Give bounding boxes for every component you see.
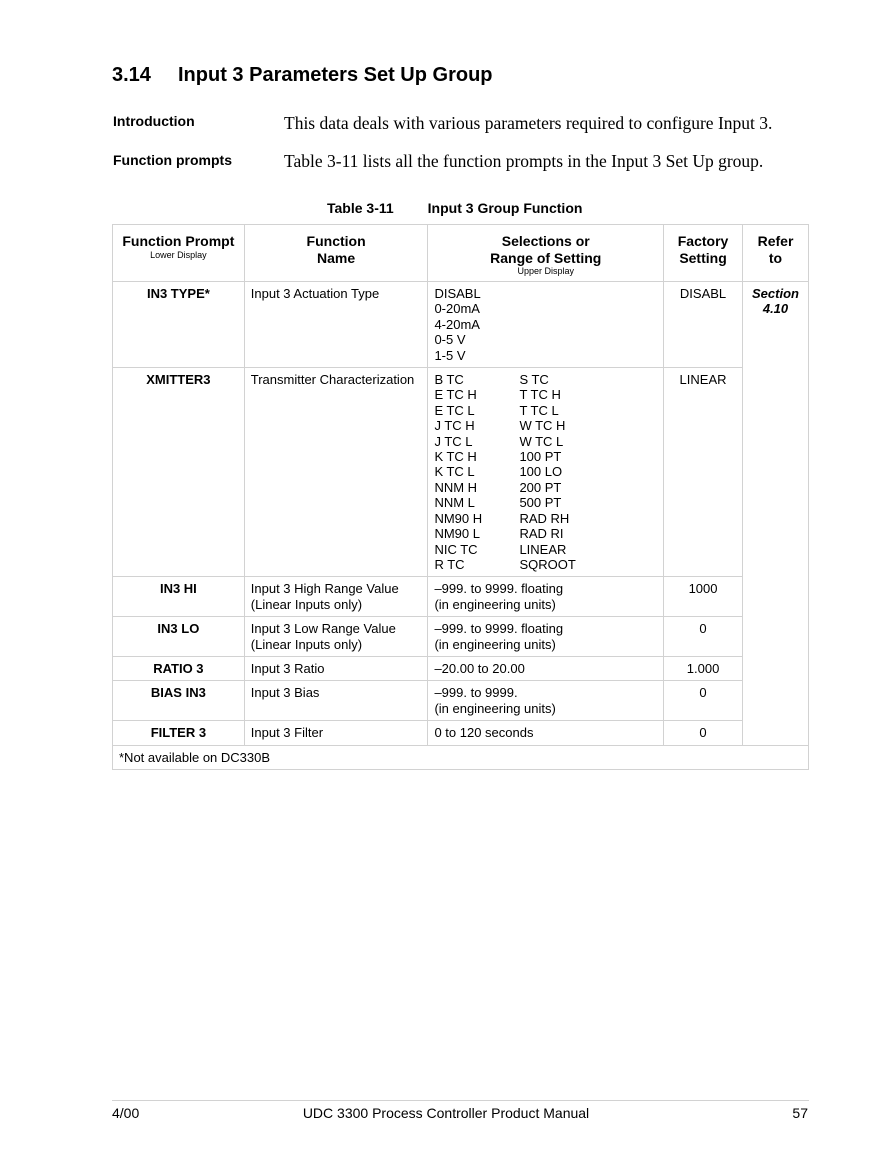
name-cell [244,577,428,617]
section-number: 3.14 [112,64,151,86]
function-prompts-label: Function prompts [113,152,232,168]
selection-item: (in engineering units) [434,596,556,612]
table-footnote-row [113,745,809,769]
factory-cell: 1.000 [664,656,743,680]
selections-cell [428,681,664,721]
table-row [113,617,809,657]
refer-number: 4.10 [762,301,789,317]
header-name-line2: Name [317,249,356,266]
function-prompts-text: Table 3-11 lists all the function prompts in the Input 3 Set Up group. [284,151,764,171]
prompt-cell: RATIO 3 [113,656,245,680]
header-factory-line1: Factory [677,233,729,249]
header-prompt-label: Function Prompt [122,233,235,249]
table-caption [327,200,582,216]
name-cell [244,721,428,745]
selections-column-2 [519,372,575,572]
header-sel-line1: Selections or [501,233,590,249]
name-line: Input 3 Low Range Value [250,621,396,637]
footer-page-number: 57 [792,1105,808,1121]
selections-cell [428,721,664,745]
selection-item: NM90 L [434,526,480,542]
name-line: Input 3 Ratio [250,660,325,676]
table-row [113,368,809,577]
name-line: Input 3 Actuation Type [250,286,380,301]
selection-item: (in engineering units) [434,700,556,716]
selection-item: NNM H [434,479,478,495]
prompt-cell: BIAS IN3 [113,681,245,721]
name-line: Input 3 Filter [250,725,324,741]
selection-item: 100 PT [519,449,562,465]
selection-item: –999. to 9999. floating [434,581,564,597]
selection-item: LINEAR [519,541,567,557]
selection-item: E TC H [434,387,477,403]
selection-item: 4-20mA [434,316,480,332]
selection-item: T TC H [519,387,561,403]
selection-item: W TC L [519,433,564,449]
selection-item: 0 to 120 seconds [434,725,534,741]
selection-item: 500 PT [519,495,562,511]
footer-manual-title: UDC 3300 Process Controller Product Manual [302,1105,590,1121]
header-sel-line2: Range of Setting [490,249,602,266]
selection-item: J TC L [434,433,473,449]
selection-item: RAD RI [519,526,564,542]
name-line: Input 3 Bias [250,685,320,701]
header-refer-to [743,225,809,282]
header-refer-line2: to [768,249,783,266]
name-line: Transmitter Characterization [250,372,415,388]
factory-cell: 0 [664,721,743,745]
selection-item: –20.00 to 20.00 [434,660,525,676]
selection-item: K TC L [434,464,475,480]
selections-cell [428,617,664,657]
name-cell [244,681,428,721]
prompt-cell: IN3 HI [113,577,245,617]
table-row [113,681,809,721]
selection-item: NIC TC [434,541,478,557]
selection-item: E TC L [434,402,475,418]
input3-function-table [112,224,809,770]
factory-cell: 1000 [664,577,743,617]
selection-item: –999. to 9999. [434,685,518,701]
selections-columns [434,372,657,572]
name-line: (Linear Inputs only) [250,596,363,612]
header-sel-sublabel: Upper Display [517,266,575,276]
selection-item: B TC [434,372,464,388]
table-row [113,721,809,745]
name-cell [244,368,428,577]
selection-item: NM90 H [434,510,483,526]
name-line: (Linear Inputs only) [250,636,363,652]
table-row [113,577,809,617]
selection-item: 100 LO [519,464,563,480]
section-heading [112,64,493,87]
table-row [113,282,809,368]
table-caption-number: Table 3-11 [327,200,394,216]
name-cell [244,282,428,368]
header-refer-line1: Refer [757,233,794,249]
factory-cell: 0 [664,681,743,721]
selection-item: NNM L [434,495,475,511]
header-function-name [244,225,428,282]
table-footnote: *Not available on DC330B [113,745,809,769]
introduction-text: This data deals with various parameters required to configure Input 3. [284,113,773,133]
table-header-row [113,225,809,282]
refer-cell [743,282,809,746]
refer-section: Section [752,286,799,301]
selection-item: 0-5 V [434,332,466,348]
header-selections [428,225,664,282]
selection-item: –999. to 9999. floating [434,621,564,637]
header-factory-line2: Setting [679,249,727,266]
footer-date: 4/00 [112,1105,140,1121]
selection-item: W TC H [519,418,566,434]
selections-cell [428,282,664,368]
prompt-cell: XMITTER3 [113,368,245,577]
header-function-prompt [113,225,245,282]
header-prompt-sublabel: Lower Display [150,249,207,260]
section-title: Input 3 Parameters Set Up Group [178,64,493,86]
selection-item: RAD RH [519,510,570,526]
name-cell [244,617,428,657]
introduction-label: Introduction [113,113,195,129]
header-factory-setting [664,225,743,282]
selection-item: S TC [519,372,549,388]
selection-item: DISABL [434,286,481,301]
selections-column-1 [434,372,519,572]
name-line: Input 3 High Range Value [250,581,399,597]
selections-cell [428,656,664,680]
selection-item: K TC H [434,449,477,465]
selections-cell [428,368,664,577]
table-caption-title: Input 3 Group Function [427,200,583,216]
selection-item: (in engineering units) [434,636,556,652]
selection-item: J TC H [434,418,475,434]
prompt-cell: FILTER 3 [113,721,245,745]
header-name-line1: Function [306,233,366,249]
table-row [113,656,809,680]
selections-cell [428,577,664,617]
selection-item: R TC [434,556,465,572]
name-cell [244,656,428,680]
factory-cell: 0 [664,617,743,657]
prompt-cell: IN3 LO [113,617,245,657]
factory-cell: DISABL [664,282,743,368]
selection-item: 1-5 V [434,347,466,363]
selection-item: T TC L [519,402,559,418]
prompt-cell: IN3 TYPE* [113,282,245,368]
factory-cell: LINEAR [664,368,743,577]
footer-divider [112,1100,809,1101]
selection-item: 200 PT [519,479,562,495]
selection-item: SQROOT [519,556,576,572]
selection-item: 0-20mA [434,301,480,317]
